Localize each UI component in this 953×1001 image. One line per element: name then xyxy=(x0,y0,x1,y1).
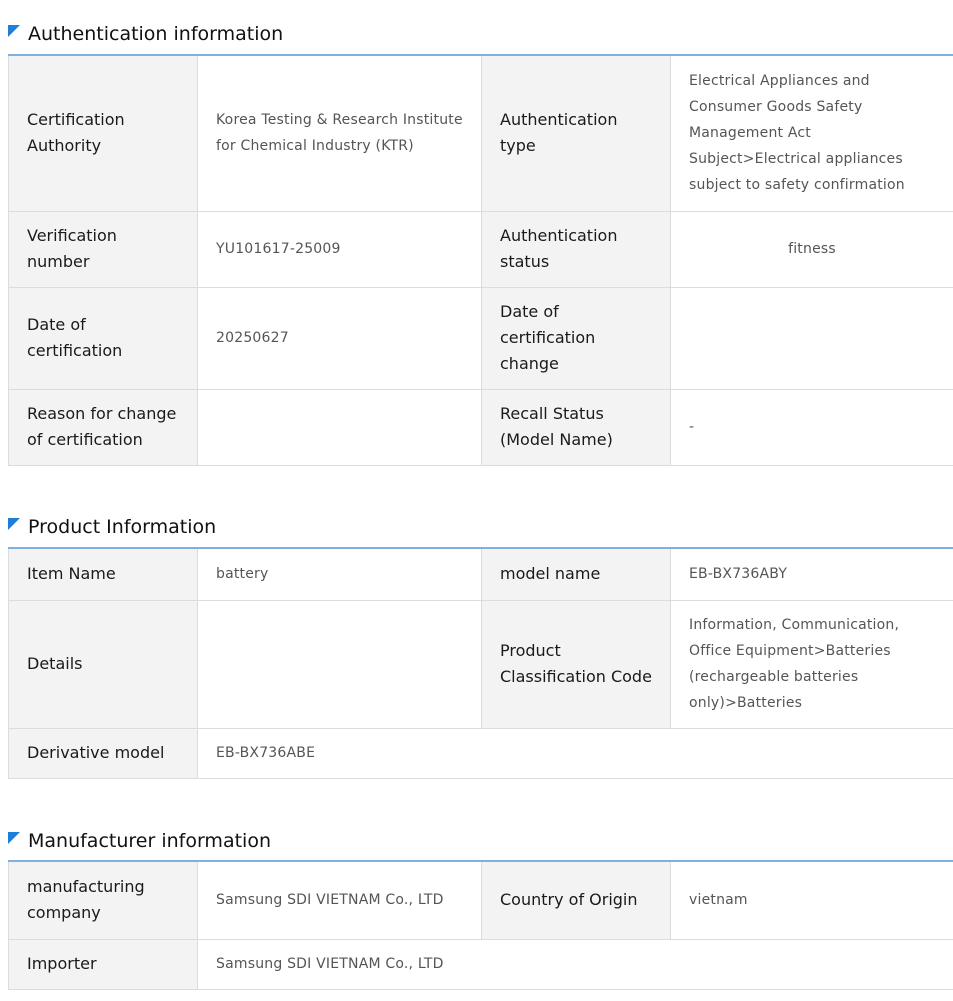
auth-table xyxy=(8,54,953,466)
verification-number-value: YU101617-25009 xyxy=(198,211,482,287)
reason-for-change-label: Reason for change of certification xyxy=(9,389,198,465)
table-row xyxy=(9,939,953,989)
table-row xyxy=(9,287,953,389)
date-of-certification-value: 20250627 xyxy=(198,287,482,389)
table-row xyxy=(9,55,953,211)
manufacturer-section-title xyxy=(0,828,271,854)
table-row xyxy=(9,389,953,465)
product-title-text: Product Information xyxy=(28,516,217,538)
section-flag-icon xyxy=(8,518,20,530)
certification-authority-label: Certification Authority xyxy=(9,55,198,211)
classification-code-label: Product Classification Code xyxy=(482,600,671,728)
details-label: Details xyxy=(9,600,198,728)
auth-title-text: Authentication information xyxy=(28,23,284,45)
details-value xyxy=(198,600,482,728)
table-row xyxy=(9,728,953,778)
certification-authority-value: Korea Testing & Research Institute for Chemical Industry (KTR) xyxy=(198,55,482,211)
authentication-type-value: Electrical Appliances and Consumer Goods Safety Management Act Subject>Electrical appliances subject to safety confirmation xyxy=(671,55,953,211)
date-of-certification-label: Date of certification xyxy=(9,287,198,389)
authentication-status-value: fitness xyxy=(671,211,953,287)
derivative-model-label: Derivative model xyxy=(9,728,198,778)
product-table xyxy=(8,547,953,779)
recall-status-label: Recall Status (Model Name) xyxy=(482,389,671,465)
country-of-origin-label: Country of Origin xyxy=(482,861,671,939)
manufacturer-title-text: Manufacturer information xyxy=(28,830,271,852)
table-row xyxy=(9,600,953,728)
importer-label: Importer xyxy=(9,939,198,989)
table-row xyxy=(9,548,953,600)
date-of-certification-change-label: Date of certification change xyxy=(482,287,671,389)
section-flag-icon xyxy=(8,832,20,844)
product-section-title xyxy=(0,514,216,540)
manufacturing-company-label: manufacturing company xyxy=(9,861,198,939)
model-name-label: model name xyxy=(482,548,671,600)
country-of-origin-value: vietnam xyxy=(671,861,953,939)
manufacturing-company-value: Samsung SDI VIETNAM Co., LTD xyxy=(198,861,482,939)
item-name-label: Item Name xyxy=(9,548,198,600)
authentication-status-label: Authentication status xyxy=(482,211,671,287)
section-flag-icon xyxy=(8,25,20,37)
derivative-model-value: EB-BX736ABE xyxy=(198,728,953,778)
authentication-type-label: Authentication type xyxy=(482,55,671,211)
date-of-certification-change-value xyxy=(671,287,953,389)
table-row xyxy=(9,211,953,287)
table-row xyxy=(9,861,953,939)
manufacturer-table xyxy=(8,860,953,990)
classification-code-value: Information, Communication, Office Equipment>Batteries (rechargeable batteries only)>Batteries xyxy=(671,600,953,728)
importer-value: Samsung SDI VIETNAM Co., LTD xyxy=(198,939,953,989)
recall-status-value: - xyxy=(671,389,953,465)
reason-for-change-value xyxy=(198,389,482,465)
model-name-value: EB-BX736ABY xyxy=(671,548,953,600)
item-name-value: battery xyxy=(198,548,482,600)
auth-section-title xyxy=(0,21,283,47)
verification-number-label: Verification number xyxy=(9,211,198,287)
